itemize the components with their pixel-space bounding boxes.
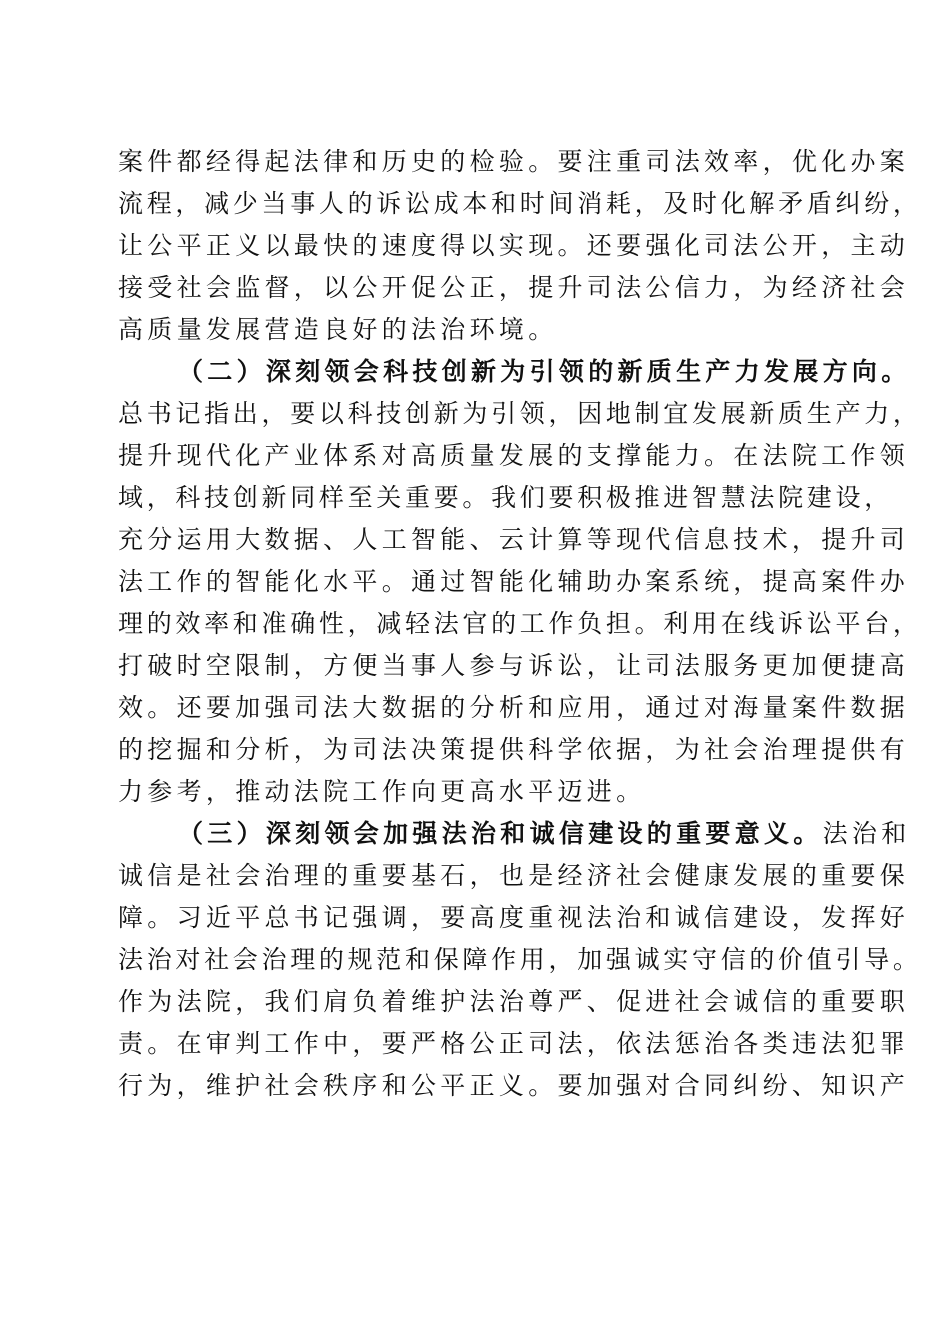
paragraph-2-line-7: 打破时空限制，方便当事人参与诉讼，让司法服务更加便捷高	[118, 651, 910, 680]
section-3-heading-line	[178, 814, 911, 854]
paragraph-3-line-5: 责。在审判工作中，要严格公正司法，依法惩治各类违法犯罪	[118, 1029, 910, 1058]
section-3-heading-tail: 法治和	[822, 819, 911, 848]
paragraph-2-line-5: 法工作的智能化水平。通过智能化辅助办案系统，提高案件办	[118, 567, 910, 596]
paragraph-2-line-6: 理的效率和准确性，减轻法官的工作负担。利用在线诉讼平台，	[118, 609, 922, 638]
paragraph-3-line-1: 诚信是社会治理的重要基石，也是经济社会健康发展的重要保	[118, 861, 910, 890]
paragraph-3-line-6: 行为，维护社会秩序和公平正义。要加强对合同纠纷、知识产	[118, 1071, 910, 1100]
paragraph-2-line-8: 效。还要加强司法大数据的分析和应用，通过对海量案件数据	[118, 693, 910, 722]
paragraph-1-line-1: 案件都经得起法律和历史的检验。要注重司法效率，优化办案	[118, 147, 910, 176]
paragraph-3-line-3: 法治对社会治理的规范和保障作用，加强诚实守信的价值引导。	[118, 945, 922, 974]
paragraph-2-line-2: 提升现代化产业体系对高质量发展的支撑能力。在法院工作领	[118, 441, 910, 470]
paragraph-2-line-4: 充分运用大数据、人工智能、云计算等现代信息技术，提升司	[118, 525, 910, 554]
paragraph-3-line-4: 作为法院，我们肩负着维护法治尊严、促进社会诚信的重要职	[118, 987, 910, 1016]
paragraph-1-line-3: 让公平正义以最快的速度得以实现。还要强化司法公开，主动	[118, 231, 910, 260]
paragraph-1-line-5: 高质量发展营造良好的法治环境。	[118, 315, 558, 344]
paragraph-2-line-10: 力参考，推动法院工作向更高水平迈进。	[118, 777, 646, 806]
section-3-heading: （三）深刻领会加强法治和诚信建设的重要意义。	[178, 819, 823, 848]
paragraph-1-line-2: 流程，减少当事人的诉讼成本和时间消耗，及时化解矛盾纠纷，	[118, 189, 922, 218]
paragraph-3-line-2: 障。习近平总书记强调，要高度重视法治和诚信建设，发挥好	[118, 903, 910, 932]
paragraph-2-line-9: 的挖掘和分析，为司法决策提供科学依据，为社会治理提供有	[118, 735, 910, 764]
paragraph-2-line-3: 域，科技创新同样至关重要。我们要积极推进智慧法院建设，	[118, 483, 893, 512]
paragraph-2-line-1: 总书记指出，要以科技创新为引领，因地制宜发展新质生产力，	[118, 399, 922, 428]
section-2-heading: （二）深刻领会科技创新为引领的新质生产力发展方向。	[178, 357, 911, 386]
paragraph-1-line-4: 接受社会监督，以公开促公正，提升司法公信力，为经济社会	[118, 273, 910, 302]
